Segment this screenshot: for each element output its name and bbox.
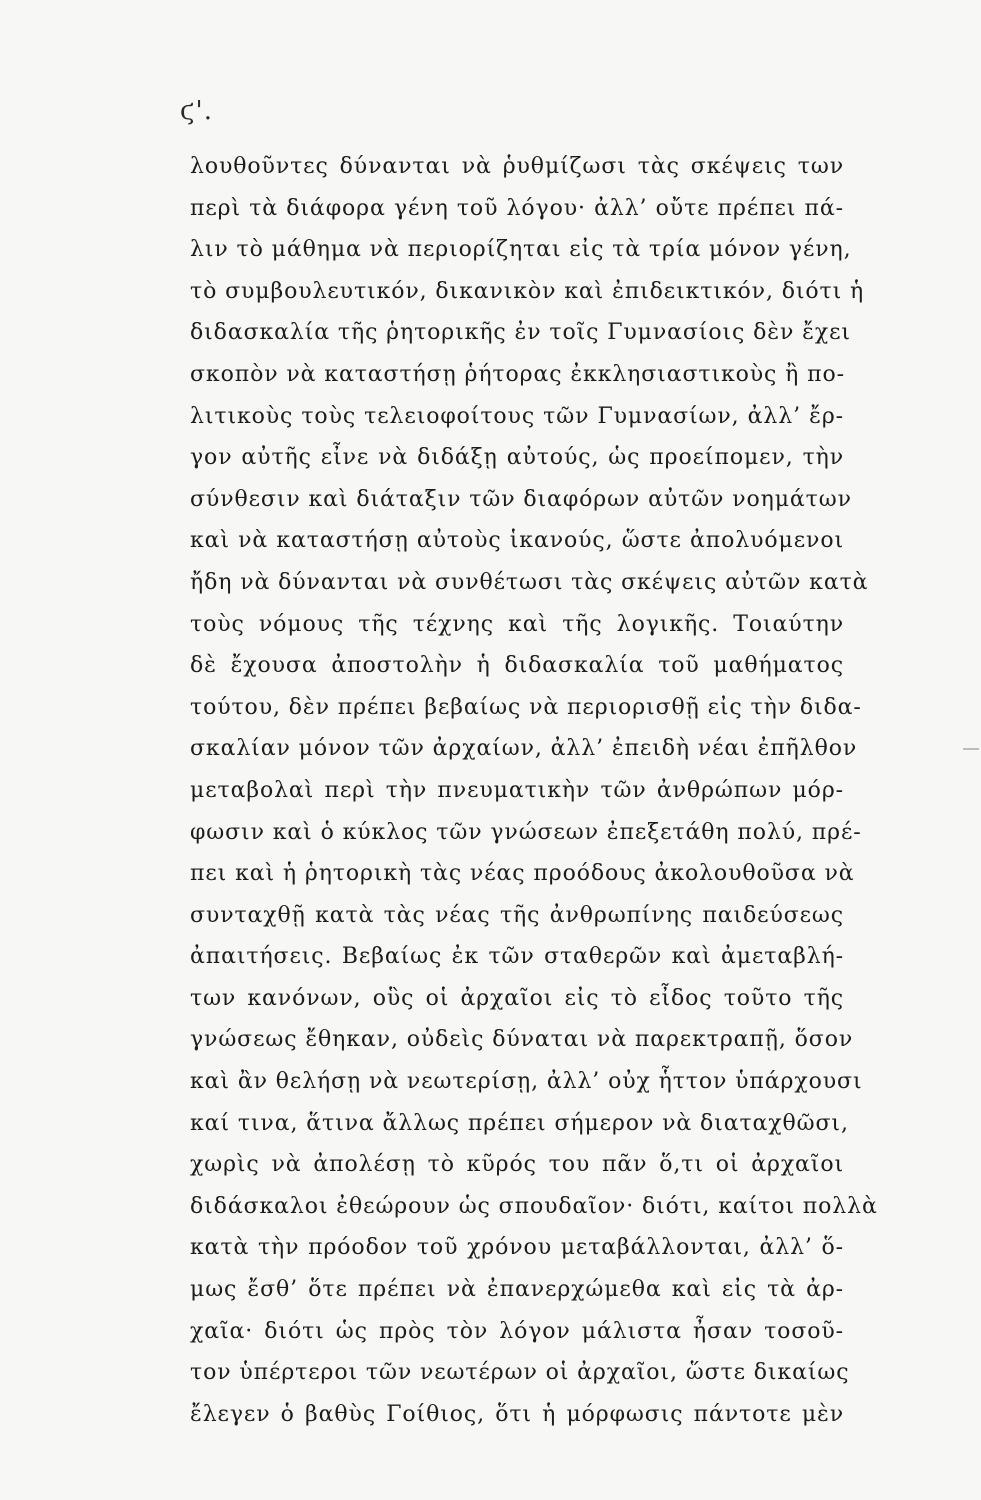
text-line: λουθοῦντες δύνανται νὰ ῥυθμίζωσι τὰς σκέψεις των: [190, 154, 844, 179]
text-line: μεταβολαὶ περὶ τὴν πνευματικὴν τῶν ἀνθρώπων μόρ-: [190, 777, 844, 803]
text-line: καὶ ἂν θελήσῃ νὰ νεωτερίσῃ, ἀλλ’ οὐχ ἧττον ὑπάρχουσι: [190, 1069, 863, 1095]
text-line: καὶ νὰ καταστήσῃ αὐτοὺς ἱκανούς, ὥστε ἀπολυόμενοι: [190, 528, 844, 554]
text-line: πει καὶ ἡ ῥητορικὴ τὰς νέας προόδους ἀκολουθοῦσα νὰ: [190, 861, 855, 887]
text-line: διδάσκαλοι ἐθεώρουν ὡς σπουδαῖον· διότι, καίτοι πολλὰ: [190, 1193, 878, 1219]
text-line: λιτικοὺς τοὺς τελειοφοίτους τῶν Γυμνασίων, ἀλλ’ ἔρ-: [190, 403, 844, 429]
text-line: φωσιν καὶ ὁ κύκλος τῶν γνώσεων ἐπεξετάθη πολύ, πρέ-: [190, 819, 862, 845]
text-line: δὲ ἔχουσα ἀποστολὴν ἡ διδασκαλία τοῦ μαθήματος: [190, 653, 844, 679]
text-line: ἤδη νὰ δύνανται νὰ συνθέτωσι τὰς σκέψεις αὐτῶν κατὰ: [190, 569, 869, 595]
text-line: γον αὐτῆς εἶνε νὰ διδάξῃ αὐτούς, ὡς προείπομεν, τὴν: [190, 445, 844, 471]
text-line: ἀπαιτήσεις. Βεβαίως ἐκ τῶν σταθερῶν καὶ ἀμεταβλή-: [190, 944, 844, 970]
text-line: συνταχθῇ κατὰ τὰς νέας τῆς ἀνθρωπίνης παιδεύσεως: [190, 902, 844, 928]
text-line: μως ἔσθ’ ὅτε πρέπει νὰ ἐπανερχώμεθα καὶ εἰς τὰ ἀρ-: [190, 1277, 844, 1303]
text-line: τούτου, δὲν πρέπει βεβαίως νὰ περιορισθῇ εἰς τὴν διδα-: [190, 694, 862, 720]
text-line: περὶ τὰ διάφορα γένη τοῦ λόγου· ἀλλ’ οὔτε πρέπει πά-: [190, 195, 844, 221]
text-line: καί τινα, ἅτινα ἄλλως πρέπει σήμερον νὰ διαταχθῶσι,: [190, 1110, 849, 1136]
body-text: [190, 146, 878, 1435]
text-line: σύνθεσιν καὶ διάταξιν τῶν διαφόρων αὐτῶν νοημάτων: [190, 486, 852, 512]
text-line: ἔλεγεν ὁ βαθὺς Γοίθιος, ὅτι ἡ μόρφωσις πάντοτε μὲν: [190, 1401, 844, 1427]
text-line: σκαλίαν μόνον τῶν ἀρχαίων, ἀλλ’ ἐπειδὴ νέαι ἐπῆλθον: [190, 736, 858, 762]
text-line: κατὰ τὴν πρόοδον τοῦ χρόνου μεταβάλλονται, ἀλλ’ ὅ-: [190, 1235, 844, 1261]
text-line: γνώσεως ἔθηκαν, οὐδεὶς δύναται νὰ παρεκτραπῇ, ὅσον: [190, 1027, 854, 1053]
text-line: χωρὶς νὰ ἀπολέσῃ τὸ κῦρός του πᾶν ὅ,τι οἱ ἀρχαῖοι: [190, 1152, 844, 1178]
text-line: τοὺς νόμους τῆς τέχνης καὶ τῆς λογικῆς. Τοιαύτην: [190, 611, 844, 637]
text-line: των κανόνων, οὓς οἱ ἀρχαῖοι εἰς τὸ εἶδος τοῦτο τῆς: [190, 985, 844, 1011]
text-line: λιν τὸ μάθημα νὰ περιορίζηται εἰς τὰ τρία μόνον γένη,: [190, 237, 852, 263]
text-line: σκοπὸν νὰ καταστήσῃ ῥήτορας ἐκκλησιαστικοὺς ἢ πο-: [190, 361, 845, 387]
page-number: ϛ'.: [180, 96, 213, 126]
text-line: τὸ συμβουλευτικόν, δικανικὸν καὶ ἐπιδεικτικόν, διότι ἡ: [190, 278, 865, 304]
text-line: διδασκαλία τῆς ῥητορικῆς ἐν τοῖς Γυμνασίοις δὲν ἔχει: [190, 320, 851, 346]
scan-edge-mark: [963, 748, 979, 750]
text-line: χαῖα· διότι ὡς πρὸς τὸν λόγον μάλιστα ἦσαν τοσοῦ-: [190, 1318, 844, 1344]
text-line: τον ὑπέρτεροι τῶν νεωτέρων οἱ ἀρχαῖοι, ὥστε δικαίως: [190, 1360, 850, 1386]
